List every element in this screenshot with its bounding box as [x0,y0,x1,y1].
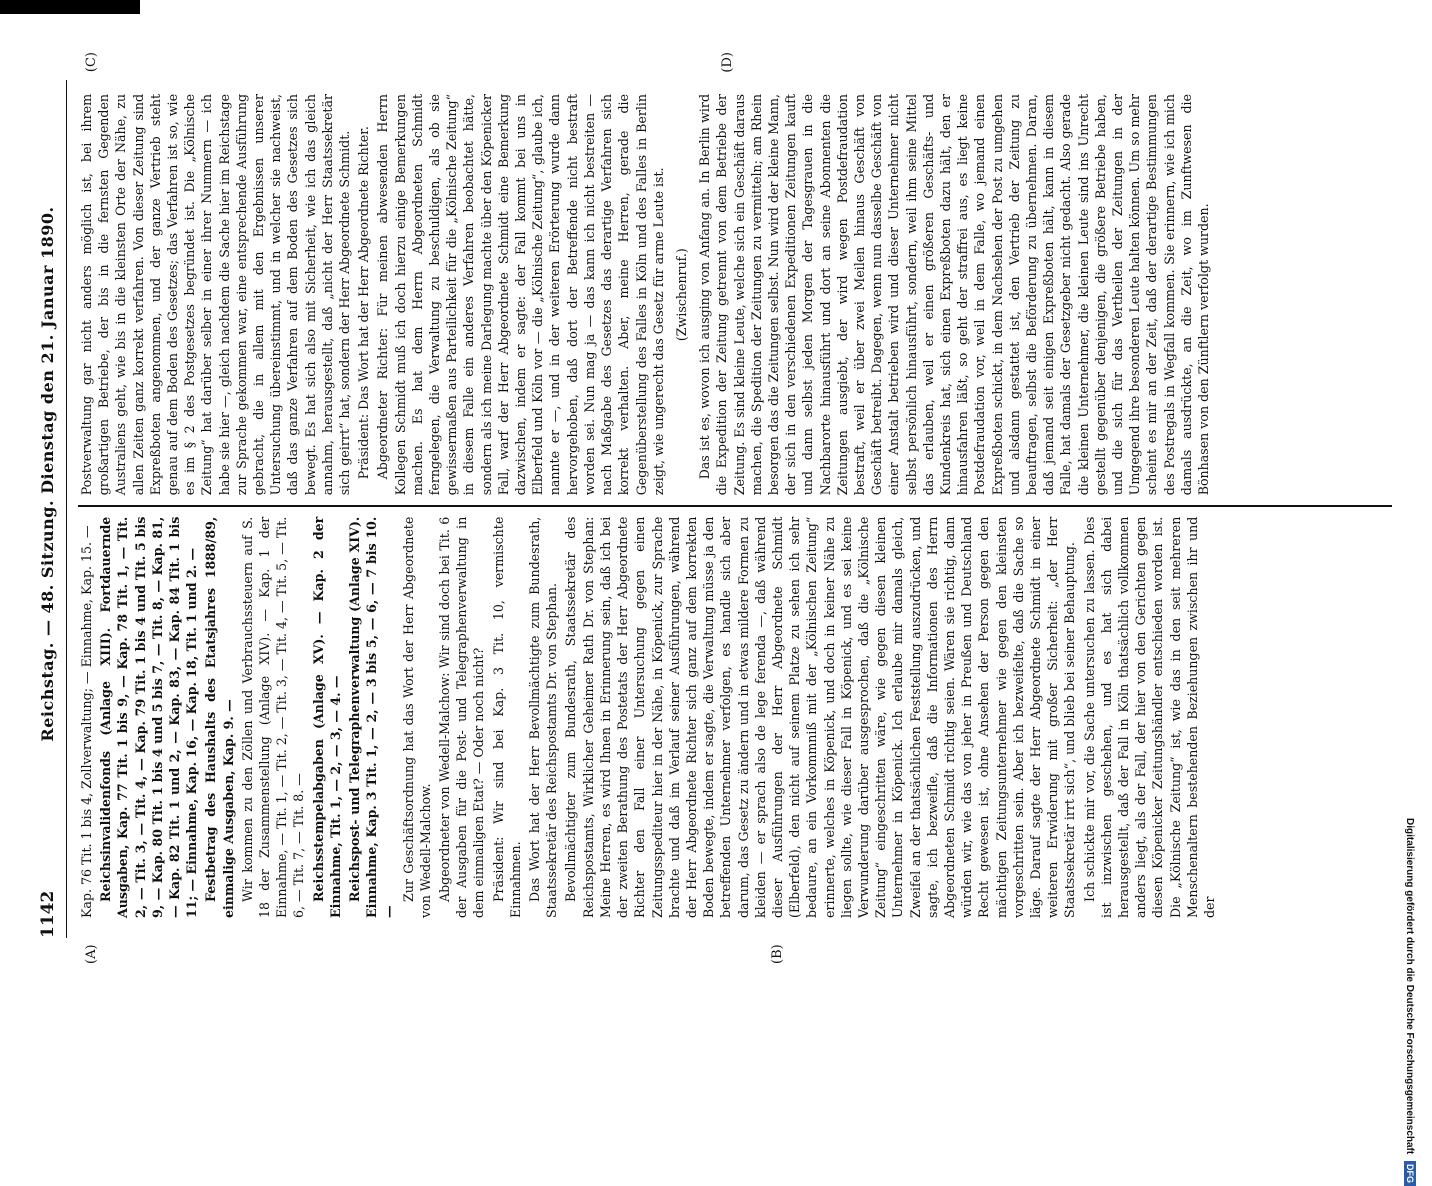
paragraph: Abgeordneter Richter: Für meinen abwesenden Herrn Kollegen Schmidt muß ich doch hierzu einige Bemerkungen machen. Es hat dem Herrn Abgeordneten Schmidt ferngelegen, die Verwaltung zu beschuldigen, als ob sie gewissermaßen aus Parteilichkeit für die „Kölnische Zeitung“ in diesem Falle ein anderes Verfahren beobachtet hätte, sondern als ich meine Darlegung machte über den Köpenicker Fall, warf der Herr Abgeordnete Schmidt eine Bemerkung dazwischen, indem er sagte: der Fall kommt bei uns in Elberfeld und Köln vor — die „Kölnische Zeitung“, glaube ich, nannte er —, und in der weiteren Erörterung wurde dann hervorgehoben, daß dort der Betreffende nicht bestraft worden sei. Nun mag ja — das kann ich nicht bestreiten — nach Maßgabe des Gesetzes das derartige Verfahren sich korrekt verhalten. Aber, meine Herren, gerade die Gegenüberstellung des Falles in Köln und des Falles in Berlin zeigt, wie ungerecht das Gesetz für arme Leute ist. [375,93,666,496]
paragraph: Das Wort hat der Herr Bevollmächtigte zum Bundesrath, Staatssekretär des Reichspostamts Dr. von Stephan. [527,516,560,918]
paragraph: Reichsinvalidenfonds (Anlage XIII). Fortdauernde Ausgaben, Kap. 77 Tit. 1 bis 9, — Kap. 78 Tit. 1, — Tit. 2, — Tit. 3, — Tit. 4, — Kap. 79 Tit. 1 bis 4 und Tit. 5 bis 9, — Kap. 80 Tit. 1 bis 4 und 5 bis 7, — Tit. 8, — Kap. 81, — Kap. 82 Tit. 1 und 2, — Kap. 83, — Kap. 84 Tit. 1 bis 11; — Einnahme, Kap. 16, — Kap. 18, Tit. 1 und 2. — [98,516,200,918]
dfg-credit-text: Digitalisierung gefördert durch die Deutsche Forschungsgemeinschaft [1404,818,1415,1155]
page-number: 1142 [38,890,58,938]
dfg-logo: DFG [1404,1161,1416,1186]
margin-marker-b: (B) [770,944,785,964]
paragraph: Wir kommen zu den Zöllen und Verbrauchssteuern auf S. 18 der Zusammenstellung (Anlage XIV). — Kap. 1 der Einnahme, — Tit. 1, — Tit. 2, — Tit. 3, — Tit. 4, — Tit. 5, — Tit. 6, — Tit. 7, — Tit. 8. — [239,516,307,918]
paragraph: Abgeordneter von Wedell-Malchow: Wir sind doch bei Tit. 6 der Ausgaben für die Post- und Telegraphenverwaltung in dem einmaligen Etat? — Oder noch nicht? [437,516,487,918]
text-columns [78,84,1392,928]
session-title: Reichstag. — 48. Sitzung. Dienstag den 21. Januar 1890. [38,206,57,742]
paragraph: Reichspost- und Telegraphenverwaltung (Anlage XIV). Einnahme, Kap. 3 Tit. 1, — 2, — 3 bis 5, — 6, — 7 bis 10. — [347,516,397,918]
paragraph: Kap. 76 Tit. 1 bis 4, Zollverwaltung; — Einnahme, Kap. 15. — [79,525,94,918]
interjection: (Zwischenruf.) [673,248,689,342]
paragraph: Das ist es, wovon ich ausging von Anfang an. In Berlin wird die Expedition der Zeitung getrennt von dem Betriebe der Zeitung. Es sind kleine Leute, welche sich ein Geschäft daraus machen, die Spedition der Zeitungen zu vermitteln; am Rhein besorgen das die Zeitungen selbst. Nun wird der kleine Mann, der sich in den verschiedenen Expeditionen Zeitungen kauft und dann selbst jeden Morgen der Tagesgrauen in die Nachbarorte hinausführt und dort an seine Abonnenten die Zeitungen ausgiebt, der wird wegen Postdefraudation bestraft, weil er über zwei Meilen hinaus Geschäft von Geschäft betreibt. Dagegen, wenn nun dasselbe Geschäft von einer Anstalt betrieben wird und dieser Unternehmer nicht selbst persönlich hinausführt, sondern, weil ihm seine Mittel das erlauben, weil er einen größeren Geschäfts- und Kundenkreis hat, sich einen Expreßboten dazu hält, den er hinausfahren läßt, so geht der straffrei aus, es liegt keine Postdefraudation vor, weil in dem Falle, wo jemand einen Expreßboten schickt, in dem Nachsehen der Post zu umgehen und alsdann gestattet ist, den Vertrieb der Zeitung zu beauftragen, selbst die Beförderung zu übernehmen. Daran, daß jemand seit einigen Expreßboten hält, kann in diesem Falle, hat damals der Gesetzgeber nicht gedacht. Also gerade die kleinen Unternehmer, die kleinen Leute sind ins Unrecht gestellt gegenüber denjenigen, die größere Betriebe haben, und die sich für das Vertheilen der Zeitungen in der Umgegend ihre besonderen Leute halten können. Um so mehr scheint es mir an der Zeit, daß der derartige Bestimmungen des Postregals in Wegfall kommen. Sie erinnern, wie ich mich damals ausdrückte, an die Zeit, wo im Zunftwesen die Bönhasen von den Zünftlern verfolgt wurden. [697,93,1211,496]
paragraph: Festbetrag des Haushalts des Etatsjahres 1888/89, einmalige Ausgaben, Kap. 9. — [203,516,236,918]
paragraph: Postverwaltung gar nicht anders möglich ist, bei ihrem großartigen Betriebe, der bis in die fernsten Gegenden Australiens geht, wie bis in die kleinsten Orte der Nähe, zu allen Zeiten ganz korrekt verfahren. Von dieser Zeitung sind Expreßboten angenommen, und der ganze Vertrieb steht genau auf dem Boden des Gesetzes; das Verfahren ist so, wie es im § 2 des Postgesetzes begründet ist. Die „Kölnische Zeitung“ hat darüber selber in einer ihrer Nummern — ich habe sie hier —, gleich nachdem die Sache hier im Reichstage zur Sprache gekommen war, eine entsprechende Ausführung gebracht, die in allem mit den Ergebnissen unserer Untersuchung übereinstimmt, und in welcher sie nachweist, daß das ganze Verfahren auf dem Boden des Gesetzes sich bewegt. Es hat sich also mit Sicherheit, wie ich das gleich annahm, herausgestellt, daß „nicht der Herr Staatssekretär sich geirrt“ hat, sondern der Herr Abgeordnete Schmidt. [79,93,353,496]
paragraph: Reichsstempelabgaben (Anlage XV). — Kap. 2 der Einnahme, Tit. 1, — 2, — 3, — 4. — [310,516,343,918]
margin-marker-a: (A) [84,944,99,964]
right-column [78,84,1392,505]
digitization-credit [1400,0,1420,1183]
column-divider [78,505,1392,506]
paragraph: Ich schickte mir vor, die Sache untersuchen zu lassen. Dies ist inzwischen geschehen, und es hat sich dabei herausgestellt, daß der Fall in Köln thatsächlich vollkommen anders liegt, als der Fall, der hier von den Gerichten gegen diesen Köpenicker Zeitungshändler entschieden worden ist. Die „Kölnische Zeitung“ ist, wie das in den seit mehreren Menschenaltern bestehenden Beziehungen zwischen ihr und der [1081,516,1217,918]
paragraph: Präsident: Das Wort hat der Herr Abgeordnete Richter. [356,126,372,480]
running-header [38,80,67,938]
paragraph: Bevollmächtigter zum Bundesrath, Staatssekretär des Reichspostamts, Wirklicher Geheimer Rath Dr. von Stephan: Meine Herren, es wird Ihnen in Erinnerung sein, daß ich bei der zweiten Berathung des Postetats der Herr Abgeordnete Richter den Fall einer Untersuchung gegen einen Zeitungsspediteur hier in der Nähe, in Köpenick, zur Sprache brachte und daß im Verlauf seiner Ausführungen, während der Herr Abgeordnete Richter sich ganz auf dem korrekten Boden bewegte, indem er sagte, die Verwaltung müsse ja den betreffenden Unternehmer verfolgen, es handle sich aber darum, das Gesetz zu ändern und in etwas mildere Formen zu kleiden — er sprach also de lege ferenda —, daß während dieser Ausführungen der Herr Abgeordnete Schmidt (Elberfeld), den nicht auf seinem Platze zu sehen ich sehr bedaure, an ein Vorkommniß mit der „Kölnischen Zeitung“ erinnerte, welches in Köpenick, und doch in keiner Nähe zu liegen sollte, wie dieser Fall in Köpenick, und es sei keine Verwunderung darüber ausgesprochen, daß die „Kölnische Zeitung“ eingeschritten wäre, wie gegen diesen kleinen Unternehmer in Köpenick. Ich erlaube mir damals gleich, Zweifel an der thatsächlichen Feststellung auszudrücken, und sagte, ich bezweifle, daß die Informationen des Herrn Abgeordneten Schmidt richtig seien. Wären sie richtig, dann würden wir, wie das von jeher in Preußen und Deutschland Recht gewesen ist, ohne Ansehen der Person gegen den mächtigen Zeitungsunternehmer wie gegen den kleinsten vorgeschritten sein. Aber ich bezweifelte, daß die Sache so läge. Darauf sagte der Herr Abgeordnete Schmidt in einer weiteren Erwiderung mit großer Sicherheit: „der Herr Staatssekretär irrt sich“, und blieb bei seiner Behauptung. [563,516,1078,918]
paragraph: Zur Geschäftsordnung hat das Wort der Herr Abgeordnete von Wedell-Malchow. [400,516,433,918]
margin-marker-c: (C) [84,52,99,73]
margin-marker-d: (D) [720,52,735,73]
paragraph: Präsident: Wir sind bei Kap. 3 Tit. 10, vermischte Einnahmen. [490,516,523,918]
left-column [78,507,1392,928]
